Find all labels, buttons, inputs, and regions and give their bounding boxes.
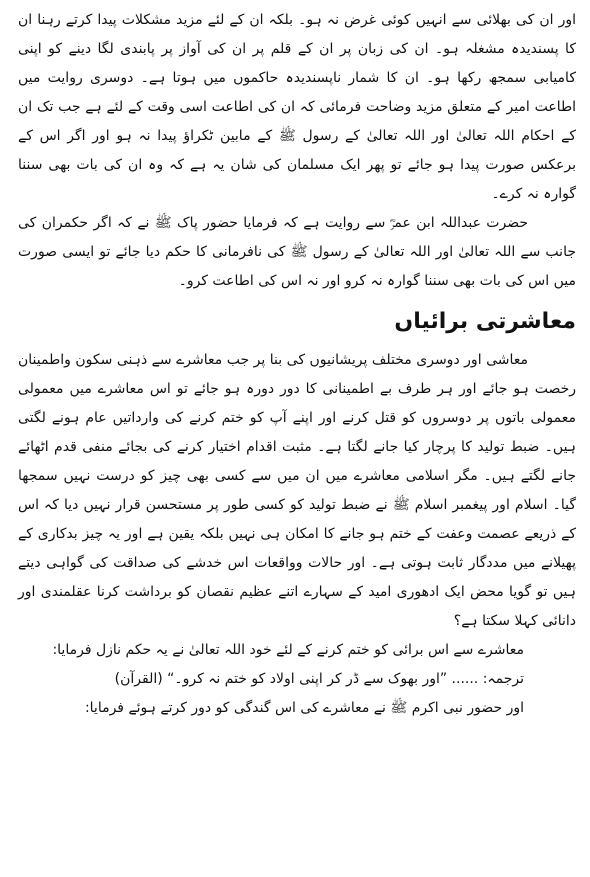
document-page bbox=[18, 6, 576, 723]
quote-intro-line: معاشرے سے اس برائی کو ختم کرنے کے لئے خود اللہ تعالیٰ نے یہ حکم نازل فرمایا: bbox=[52, 642, 524, 658]
body-paragraph: حضرت عبداللہ ابن عمرؓ سے روایت ہے کہ فرمایا حضور پاک ﷺ نے کہ اگر حکمران کی جانب سے اللہ تعالیٰ اور اللہ تعالیٰ کے رسول ﷺ کی نافرمانی کا حکم دیا جائے تو ایسی صورت میں اس کی بات بھی سننا گوارہ نہ کرو اور نہ اس کی اطاعت کرو۔ bbox=[18, 215, 576, 289]
section-heading: معاشرتی برائیاں bbox=[394, 309, 576, 334]
body-paragraph: اور ان کی بھلائی سے انہیں کوئی غرض نہ ہو۔ بلکہ ان کے لئے مزید مشکلات پیدا کرتے رہنا ان کا پسندیدہ مشغلہ ہو۔ ان کی زبان پر ان کے قلم پر ان کی آواز پر پابندی لگا دینے کو اپنی کامیابی سمجھ رکھا ہو۔ ان کا شمار ناپسندیدہ حاکموں میں ہوتا ہے۔ دوسری روایت میں اطاعت امیر کے متعلق مزید وضاحت فرمائی کہ ان کی اطاعت اسی وقت کے لئے ہے جب تک ان کے احکام اللہ تعالیٰ اور اللہ تعالیٰ کے رسول ﷺ کے مابین ٹکراؤ پیدا نہ ہو اور اگر اس کے برعکس صورت پیدا ہو جائے تو پھر ایک مسلمان کی شان یہ ہے کہ وہ ان کی بات بھی سننا گوارہ نہ کرے۔ bbox=[18, 12, 576, 202]
translation-line: ترجمہ: ...... ”اور بھوک سے ڈر کر اپنی اولاد کو ختم نہ کرو۔“ (القرآن) bbox=[114, 671, 524, 687]
quote-intro-line: اور حضور نبی اکرم ﷺ نے معاشرے کی اس گندگی کو دور کرتے ہوئے فرمایا: bbox=[84, 700, 524, 716]
body-paragraph: معاشی اور دوسری مختلف پریشانیوں کی بنا پر جب معاشرے سے ذہنی سکون واطمینان رخصت ہو جائے اور ہر طرف بے اطمینانی کا دور دورہ ہو جائے تو اس معاشرے میں معمولی معمولی باتوں پر دوسروں کو قتل کرنے اور اپنے آپ کو ختم کرنے کی وارداتیں عام ہونے لگتی ہیں۔ ضبط تولید کا پرچار کیا جانے لگتا ہے۔ مثبت اقدام اختیار کرنے کی بجائے منفی قدم اٹھائے جانے لگتے ہیں۔ مگر اسلامی معاشرے میں ان میں سے کسی بھی چیز کو درست نہیں سمجھا گیا۔ اسلام اور پیغمبر اسلام ﷺ نے ضبط تولید کو کسی طور پر مستحسن قرار نہیں دیا کہ اس کے ذریعے عصمت وعفت کے ختم ہو جانے کا امکان ہی نہیں بلکہ یقین ہے اور یہ چیز بدکاری کے پھیلانے میں مددگار ثابت ہوتی ہے۔ اور حالات وواقعات اس خدشے کی صداقت کی گواہی دیتے ہیں تو گویا محض ایک ادھوری امید کے سہارے اتنے عظیم نقصان کو برداشت کرنا عقلمندی اور دانائی کہلا سکتا ہے؟ bbox=[18, 352, 576, 629]
